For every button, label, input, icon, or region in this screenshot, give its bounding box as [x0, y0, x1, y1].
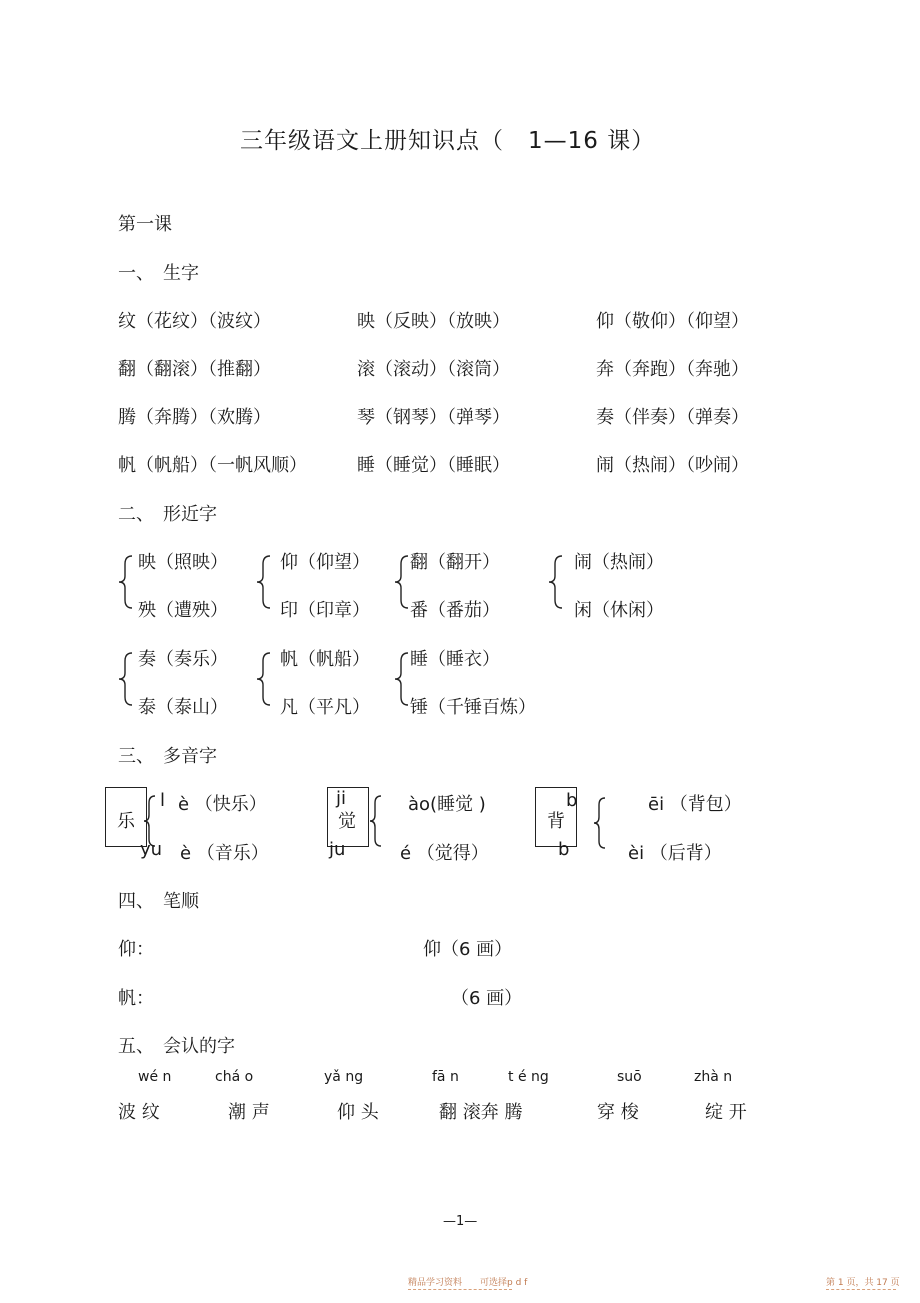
- section-heading-similar-chars: 二、 形近字: [118, 504, 217, 525]
- pinyin-prefix: ji: [336, 788, 347, 809]
- section-heading-new-chars: 一、 生字: [118, 263, 199, 284]
- lesson-title: 第一课: [118, 214, 172, 235]
- similar-char-entry: 闹（热闹）: [574, 552, 664, 573]
- recognize-word: 绽 开: [705, 1102, 747, 1123]
- page-number: —1—: [443, 1214, 478, 1229]
- new-char-entry: 腾（奔腾）（欢腾）: [118, 407, 271, 428]
- brace-icon: [368, 794, 384, 848]
- similar-char-entry: 帆（帆船）: [280, 649, 370, 670]
- recognize-word: 潮 声: [228, 1102, 270, 1123]
- pinyin-label: fā n: [432, 1069, 459, 1085]
- pinyin-label: yǎ ng: [324, 1069, 364, 1085]
- similar-char-entry: 映（照映）: [138, 552, 228, 573]
- pinyin-prefix: ju: [329, 839, 346, 860]
- similar-char-entry: 睡（睡衣）: [410, 649, 500, 670]
- new-char-entry: 奔（奔跑）（奔驰）: [596, 359, 749, 380]
- polyphone-reading: è （音乐）: [180, 843, 269, 864]
- new-char-entry: 琴（钢琴）（弹琴）: [357, 407, 510, 428]
- polyphone-reading: èi （后背）: [628, 843, 722, 864]
- brace-icon: [392, 554, 412, 610]
- pinyin-label: wé n: [138, 1069, 172, 1085]
- new-char-entry: 闹（热闹）（吵闹）: [596, 455, 749, 476]
- stroke-order-label: 帆：: [118, 988, 154, 1009]
- similar-char-entry: 仰（仰望）: [280, 552, 370, 573]
- footer-divider: [826, 1289, 896, 1290]
- recognize-word: 仰 头: [337, 1102, 379, 1123]
- similar-char-entry: 奏（奏乐）: [138, 649, 228, 670]
- pinyin-prefix: l: [160, 790, 166, 811]
- new-char-entry: 仰（敬仰）（仰望）: [596, 311, 749, 332]
- pinyin-prefix: b: [566, 790, 578, 811]
- new-char-entry: 睡（睡觉）（睡眠）: [357, 455, 510, 476]
- new-char-entry: 映（反映）（放映）: [357, 311, 510, 332]
- similar-char-entry: 锤（千锤百炼）: [410, 697, 536, 718]
- similar-char-entry: 凡（平凡）: [280, 697, 370, 718]
- pinyin-label: zhà n: [694, 1069, 733, 1085]
- polyphone-char: 乐: [117, 811, 135, 832]
- polyphone-reading: é （觉得）: [400, 843, 489, 864]
- section-heading-recognize: 五、 会认的字: [118, 1036, 235, 1057]
- polyphone-reading: ēi （背包）: [648, 794, 742, 815]
- brace-icon: [254, 554, 274, 610]
- new-char-entry: 纹（花纹）（波纹）: [118, 311, 271, 332]
- brace-icon: [116, 554, 136, 610]
- similar-char-entry: 翻（翻开）: [410, 552, 500, 573]
- pinyin-label: chá o: [215, 1069, 254, 1085]
- pinyin-label: t é ng: [508, 1069, 549, 1085]
- stroke-order-label: 仰：: [118, 939, 154, 960]
- pinyin-prefix: b: [558, 839, 570, 860]
- polyphone-reading: è （快乐）: [178, 794, 267, 815]
- recognize-word: 穿 梭: [597, 1102, 639, 1123]
- similar-char-entry: 泰（泰山）: [138, 697, 228, 718]
- brace-icon: [546, 554, 566, 610]
- recognize-word: 波 纹: [118, 1102, 160, 1123]
- polyphone-char: 觉: [338, 811, 356, 832]
- polyphone-reading: ào(睡觉 ): [408, 794, 486, 815]
- footer-page-count: 第 1 页，共 17 页: [826, 1278, 900, 1288]
- brace-icon: [392, 651, 412, 707]
- new-char-entry: 奏（伴奏）（弹奏）: [596, 407, 749, 428]
- section-heading-stroke-order: 四、 笔顺: [118, 891, 199, 912]
- page-title: 三年级语文上册知识点（ 1—16 课）: [240, 128, 656, 154]
- similar-char-entry: 闲（休闲）: [574, 600, 664, 621]
- brace-icon: [254, 651, 274, 707]
- new-char-entry: 滚（滚动）（滚筒）: [357, 359, 510, 380]
- footer-watermark: 精品学习资料 可选择p d f: [408, 1278, 528, 1288]
- pinyin-prefix: yu: [140, 839, 163, 860]
- similar-char-entry: 番（番茄）: [410, 600, 500, 621]
- recognize-word: 翻 滚奔 腾: [439, 1102, 523, 1123]
- polyphone-char: 背: [547, 811, 565, 832]
- pinyin-label: suō: [617, 1069, 642, 1085]
- similar-char-entry: 殃（遭殃）: [138, 600, 228, 621]
- stroke-order-note: 仰（6 画）: [423, 939, 513, 960]
- brace-icon: [592, 796, 608, 850]
- brace-icon: [116, 651, 136, 707]
- new-char-entry: 翻（翻滚）（推翻）: [118, 359, 271, 380]
- footer-divider: [408, 1289, 512, 1290]
- section-heading-polyphones: 三、 多音字: [118, 746, 217, 767]
- similar-char-entry: 印（印章）: [280, 600, 370, 621]
- stroke-order-note: （6 画）: [451, 988, 523, 1009]
- new-char-entry: 帆（帆船）（一帆风顺）: [118, 455, 307, 476]
